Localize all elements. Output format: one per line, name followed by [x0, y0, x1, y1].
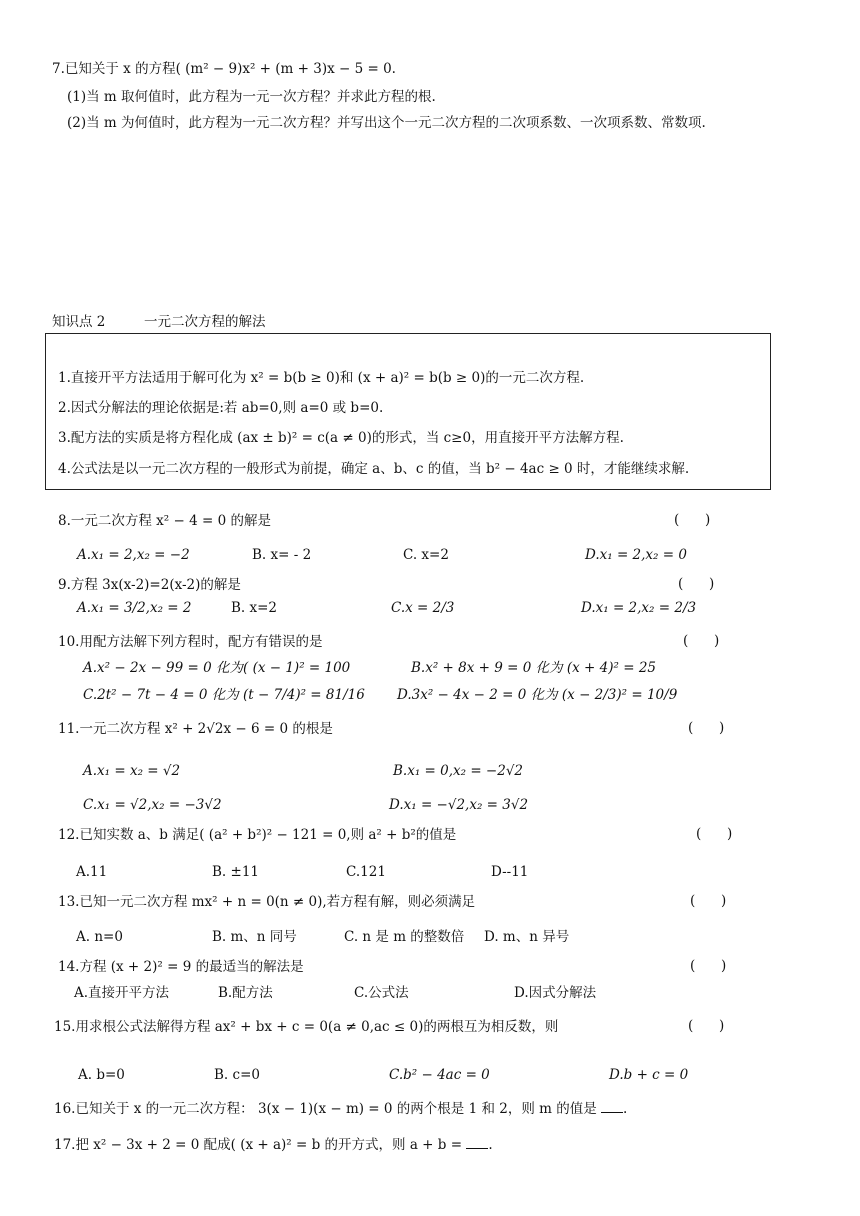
- q13-option-b[interactable]: B. m、n 同号: [212, 929, 297, 945]
- q16-line: [54, 1100, 627, 1118]
- q17-end: .: [488, 1137, 493, 1153]
- q9-option-d[interactable]: D.x₁ = 2,x₂ = 2/3: [581, 600, 697, 616]
- q11-option-d[interactable]: D.x₁ = −√2,x₂ = 3√2: [389, 797, 529, 813]
- q7-part1: (1)当 m 取何值时，此方程为一元一次方程？并求此方程的根.: [67, 89, 436, 105]
- q7-stem: 7.已知关于 x 的方程( (m² − 9)x² + (m + 3)x − 5 = 0.: [52, 61, 396, 77]
- q14-option-c[interactable]: C.公式法: [354, 985, 409, 1001]
- q9-stem: 9.方程 3x(x-2)=2(x-2)的解是: [58, 577, 241, 593]
- q12-option-d[interactable]: D--11: [491, 864, 529, 880]
- q10-option-d[interactable]: D.3x² − 4x − 2 = 0 化为 (x − 2/3)² = 10/9: [397, 687, 678, 703]
- knowledge-item-3: 3.配方法的实质是将方程化成 (ax ± b)² = c(a ≠ 0)的形式，当 c≥0，用直接开平方法解方程.: [58, 430, 624, 446]
- q8-option-b[interactable]: B. x= - 2: [252, 547, 312, 563]
- q12-answer-blank[interactable]: ( ): [696, 826, 733, 842]
- section-title: 一元二次方程的解法: [144, 314, 266, 330]
- q13-answer-blank[interactable]: ( ): [690, 893, 727, 909]
- q10-answer-blank[interactable]: ( ): [683, 633, 720, 649]
- knowledge-item-2: 2.因式分解法的理论依据是:若 ab=0,则 a=0 或 b=0.: [58, 400, 384, 416]
- knowledge-item-1: 1.直接开平方法适用于解可化为 x² = b(b ≥ 0)和 (x + a)² = b(b ≥ 0)的一元二次方程.: [58, 370, 585, 386]
- q10-option-b[interactable]: B.x² + 8x + 9 = 0 化为 (x + 4)² = 25: [411, 660, 656, 676]
- q17-answer-blank[interactable]: [466, 1136, 488, 1149]
- q12-option-c[interactable]: C.121: [346, 864, 386, 880]
- q13-option-d[interactable]: D. m、n 异号: [484, 929, 570, 945]
- q17-line: [54, 1136, 493, 1154]
- q15-option-c[interactable]: C.b² − 4ac = 0: [389, 1067, 490, 1083]
- q15-answer-blank[interactable]: ( ): [688, 1018, 725, 1034]
- q8-stem: 8.一元二次方程 x² − 4 = 0 的解是: [58, 513, 271, 529]
- q16-answer-blank[interactable]: [601, 1100, 623, 1113]
- q9-option-a[interactable]: A.x₁ = 3/2,x₂ = 2: [77, 600, 192, 616]
- q8-option-d[interactable]: D.x₁ = 2,x₂ = 0: [585, 547, 687, 563]
- q15-option-d[interactable]: D.b + c = 0: [609, 1067, 689, 1083]
- knowledge-item-4: 4.公式法是以一元二次方程的一般形式为前提，确定 a、b、c 的值，当 b² − 4ac ≥ 0 时，才能继续求解.: [58, 461, 690, 477]
- q16-end: .: [623, 1101, 628, 1117]
- q15-stem: 15.用求根公式法解得方程 ax² + bx + c = 0(a ≠ 0,ac ≤ 0)的两根互为相反数，则: [54, 1019, 559, 1035]
- q9-option-c[interactable]: C.x = 2/3: [391, 600, 455, 616]
- q16-stem: 16.已知关于 x 的一元二次方程： 3(x − 1)(x − m) = 0 的两个根是 1 和 2，则 m 的值是: [54, 1101, 597, 1117]
- q14-option-b[interactable]: B.配方法: [218, 985, 273, 1001]
- q8-option-c[interactable]: C. x=2: [403, 547, 449, 563]
- q9-answer-blank[interactable]: ( ): [678, 576, 715, 592]
- q14-answer-blank[interactable]: ( ): [690, 958, 727, 974]
- q13-option-a[interactable]: A. n=0: [76, 929, 123, 945]
- q8-option-a[interactable]: A.x₁ = 2,x₂ = −2: [77, 547, 190, 563]
- q11-stem: 11.一元二次方程 x² + 2√2x − 6 = 0 的根是: [58, 721, 333, 737]
- q14-option-d[interactable]: D.因式分解法: [514, 985, 597, 1001]
- q12-option-b[interactable]: B. ±11: [212, 864, 259, 880]
- q11-option-c[interactable]: C.x₁ = √2,x₂ = −3√2: [83, 797, 222, 813]
- q15-option-a[interactable]: A. b=0: [78, 1067, 125, 1083]
- q13-stem: 13.已知一元二次方程 mx² + n = 0(n ≠ 0),若方程有解，则必须满足: [58, 894, 476, 910]
- q10-stem: 10.用配方法解下列方程时，配方有错误的是: [58, 634, 323, 650]
- q14-stem: 14.方程 (x + 2)² = 9 的最适当的解法是: [58, 959, 304, 975]
- q15-option-b[interactable]: B. c=0: [214, 1067, 260, 1083]
- q11-answer-blank[interactable]: ( ): [688, 720, 725, 736]
- q17-stem: 17.把 x² − 3x + 2 = 0 配成( (x + a)² = b 的开方式，则 a + b =: [54, 1137, 463, 1153]
- q7-part2: (2)当 m 为何值时，此方程为一元二次方程？并写出这个一元二次方程的二次项系数、一次项系数、常数项.: [67, 115, 706, 131]
- q8-answer-blank[interactable]: ( ): [674, 512, 711, 528]
- q10-option-c[interactable]: C.2t² − 7t − 4 = 0 化为 (t − 7/4)² = 81/16: [83, 687, 365, 703]
- q14-option-a[interactable]: A.直接开平方法: [74, 985, 170, 1001]
- section-label: 知识点 2: [52, 314, 106, 330]
- q12-option-a[interactable]: A.11: [76, 864, 108, 880]
- q10-option-a[interactable]: A.x² − 2x − 99 = 0 化为( (x − 1)² = 100: [83, 660, 351, 676]
- q9-option-b[interactable]: B. x=2: [231, 600, 278, 616]
- q13-option-c[interactable]: C. n 是 m 的整数倍: [344, 929, 465, 945]
- q12-stem: 12.已知实数 a、b 满足( (a² + b²)² − 121 = 0,则 a² + b²的值是: [58, 827, 457, 843]
- q11-option-b[interactable]: B.x₁ = 0,x₂ = −2√2: [393, 763, 524, 779]
- q11-option-a[interactable]: A.x₁ = x₂ = √2: [83, 763, 181, 779]
